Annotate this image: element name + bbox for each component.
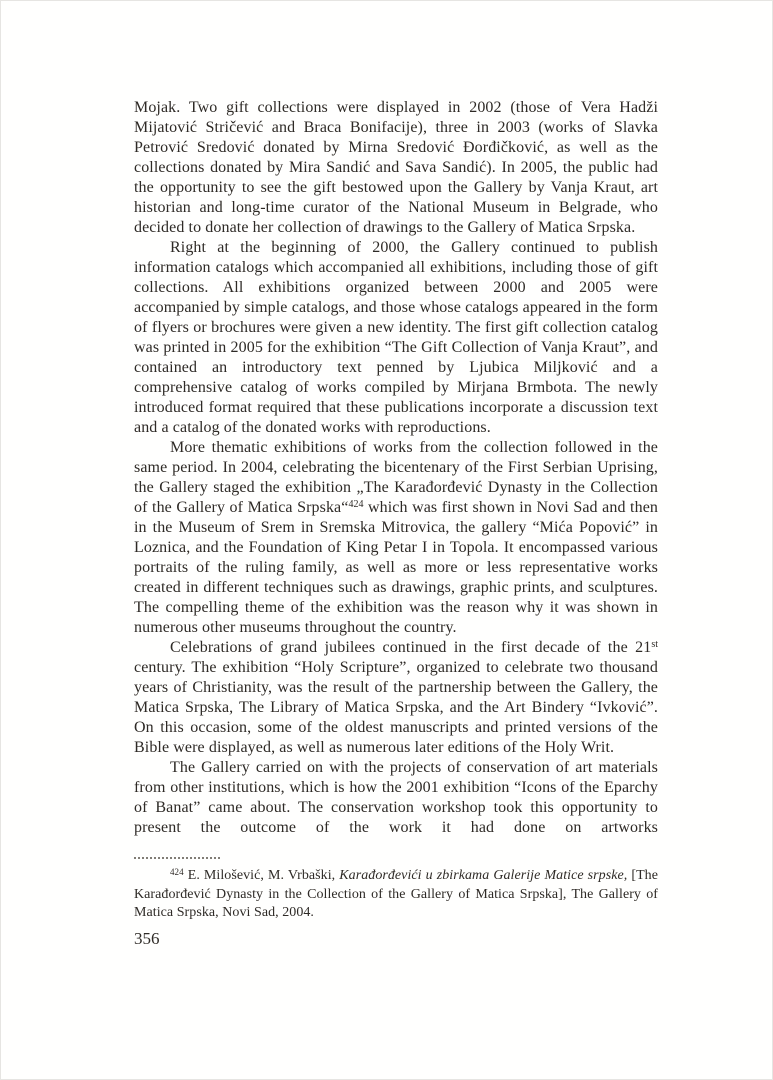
footnote-separator	[134, 857, 220, 859]
footnote-title-italic: Karađorđevići u zbirkama Galerije Matice srpske,	[339, 868, 628, 883]
paragraph	[134, 638, 658, 758]
footnote	[134, 867, 658, 923]
page-body	[134, 98, 658, 838]
paragraph: Right at the beginning of 2000, the Gallery continued to publish information catalogs which accompanied all exhibitions, including those of gift collections. All exhibitions organized between 2000 and 2005 were accompanied by simple catalogs, and those whose catalogs appeared in the form of flyers or brochures were given a new identity. The first gift collection catalog was printed in 2005 for the exhibition “The Gift Collection of Vanja Kraut”, and contained an introductory text penned by Ljubica Miljković and a comprehensive catalog of works compiled by Mirjana Brmbota. The newly introduced format required that these publications incorporate a discussion text and a catalog of the donated works with reproductions.	[134, 239, 658, 436]
ordinal-suffix: st	[651, 639, 658, 650]
paragraph-text: Celebrations of grand jubilees continued in the first decade of the 21	[170, 639, 652, 656]
paragraph	[134, 438, 658, 638]
footnote-text: E. Milošević, M. Vrbaški,	[183, 868, 340, 883]
paragraph-text: century. The exhibition “Holy Scripture”, organized to celebrate two thousand years of Christianity, was the result of the partnership between the Gallery, the Matica Srpska, The Library of Matica Srpska, and the Art Bindery “Ivković”. On this occasion, some of the oldest manuscripts and printed versions of the Bible were displayed, as well as numerous later editions of the Holy Writ.	[134, 659, 658, 756]
footnote-marker: 424	[170, 867, 184, 877]
paragraph-text: which was first shown in Novi Sad and then in the Museum of Srem in Sremska Mitrovica, the gallery “Mića Popović” in Loznica, and the Foundation of King Petar I in Topola. It encompassed various portraits of the ruling family, as well as more or less representative works created in different techniques such as drawings, graphic prints, and sculptures. The compelling theme of the exhibition was the reason why it was shown in numerous other museums throughout the country.	[134, 499, 658, 636]
footnote-area	[134, 857, 658, 923]
footnote-text: [The Karađorđević Dynasty in the Collection of the Gallery of Matica Srpska], The Gallery of Matica Srpska, Novi Sad, 2004.	[134, 868, 658, 920]
paragraph-text: More thematic exhibitions of works from the collection followed in the same period. In 2004, celebrating the bicentenary of the First Serbian Uprising, the Gallery staged the exhibition „The Karađorđević Dynasty in the Collection of the Gallery of Matica Srpska“	[134, 439, 658, 516]
paragraph: The Gallery carried on with the projects of conservation of art materials from other institutions, which is how the 2001 exhibition “Icons of the Eparchy of Banat” came about. The conservation workshop took this opportunity to present the outcome of the work it had done on artworks	[134, 759, 658, 836]
paragraph: Mojak. Two gift collections were displayed in 2002 (those of Vera Hadži Mijatović Stričević and Braca Bonifacije), three in 2003 (works of Slavka Petrović Sredović donated by Mirna Sredović Đorđičković, as well as the collections donated by Mira Sandić and Sava Sandić). In 2005, the public had the opportunity to see the gift bestowed upon the Gallery by Vanja Kraut, art historian and long-time curator of the National Museum in Belgrade, who decided to donate her collection of drawings to the Gallery of Matica Srpska.	[134, 99, 658, 236]
footnote-reference: 424	[348, 499, 364, 510]
page-number: 356	[134, 929, 160, 948]
